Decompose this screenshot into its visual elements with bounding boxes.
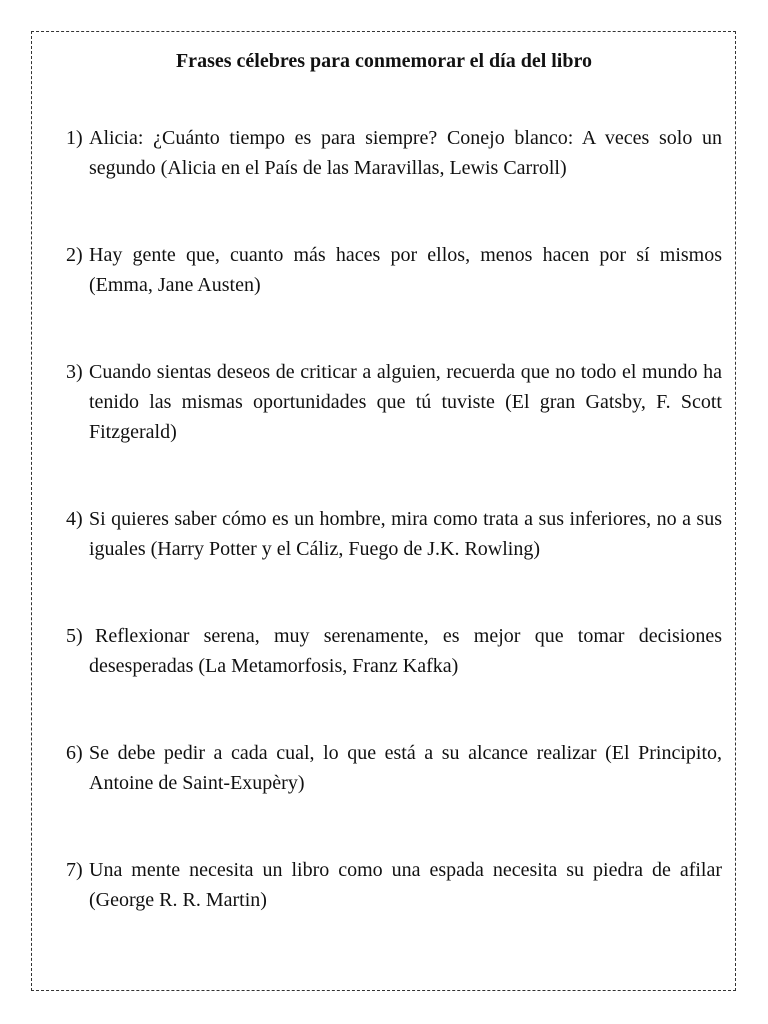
quote-number: 1) bbox=[66, 127, 83, 149]
quote-number: 7) bbox=[66, 859, 83, 881]
quote-text: Cuando sientas deseos de criticar a alguien, recuerda que no todo el mundo ha tenido las mismas oportunidades que tú tuviste (El gran Gatsby, F. Scott Fitzgerald) bbox=[89, 361, 722, 443]
quote-number: 2) bbox=[66, 244, 83, 266]
quote-text: Una mente necesita un libro como una espada necesita su piedra de afilar (George R. R. Martin) bbox=[89, 859, 722, 911]
quote-text: Se debe pedir a cada cual, lo que está a su alcance realizar (El Principito, Antoine de Saint-Exupèry) bbox=[89, 742, 722, 794]
quote-number: 4) bbox=[66, 508, 83, 530]
document-title: Frases célebres para conmemorar el día del libro bbox=[175, 50, 593, 72]
quote-list bbox=[66, 123, 722, 972]
quote-text: Alicia: ¿Cuánto tiempo es para siempre? Conejo blanco: A veces solo un segundo (Alicia en el País de las Maravillas, Lewis Carroll) bbox=[89, 127, 722, 179]
quote-item-1 bbox=[66, 123, 722, 183]
quote-item-2 bbox=[66, 240, 722, 300]
quote-text: Reflexionar serena, muy serenamente, es mejor que tomar decisiones desesperadas (La Metamorfosis, Franz Kafka) bbox=[89, 625, 722, 677]
quote-item-3 bbox=[66, 357, 722, 447]
quote-text: Hay gente que, cuanto más haces por ellos, menos hacen por sí mismos (Emma, Jane Austen) bbox=[89, 244, 722, 296]
quote-item-6 bbox=[66, 738, 722, 798]
quote-item-7 bbox=[66, 855, 722, 915]
quote-item-4 bbox=[66, 504, 722, 564]
quote-number: 3) bbox=[66, 361, 83, 383]
quote-item-5 bbox=[66, 621, 722, 681]
quote-number: 6) bbox=[66, 742, 83, 764]
quote-text: Si quieres saber cómo es un hombre, mira como trata a sus inferiores, no a sus iguales (Harry Potter y el Cáliz, Fuego de J.K. Rowling) bbox=[89, 508, 722, 560]
quote-number: 5) bbox=[66, 625, 83, 647]
